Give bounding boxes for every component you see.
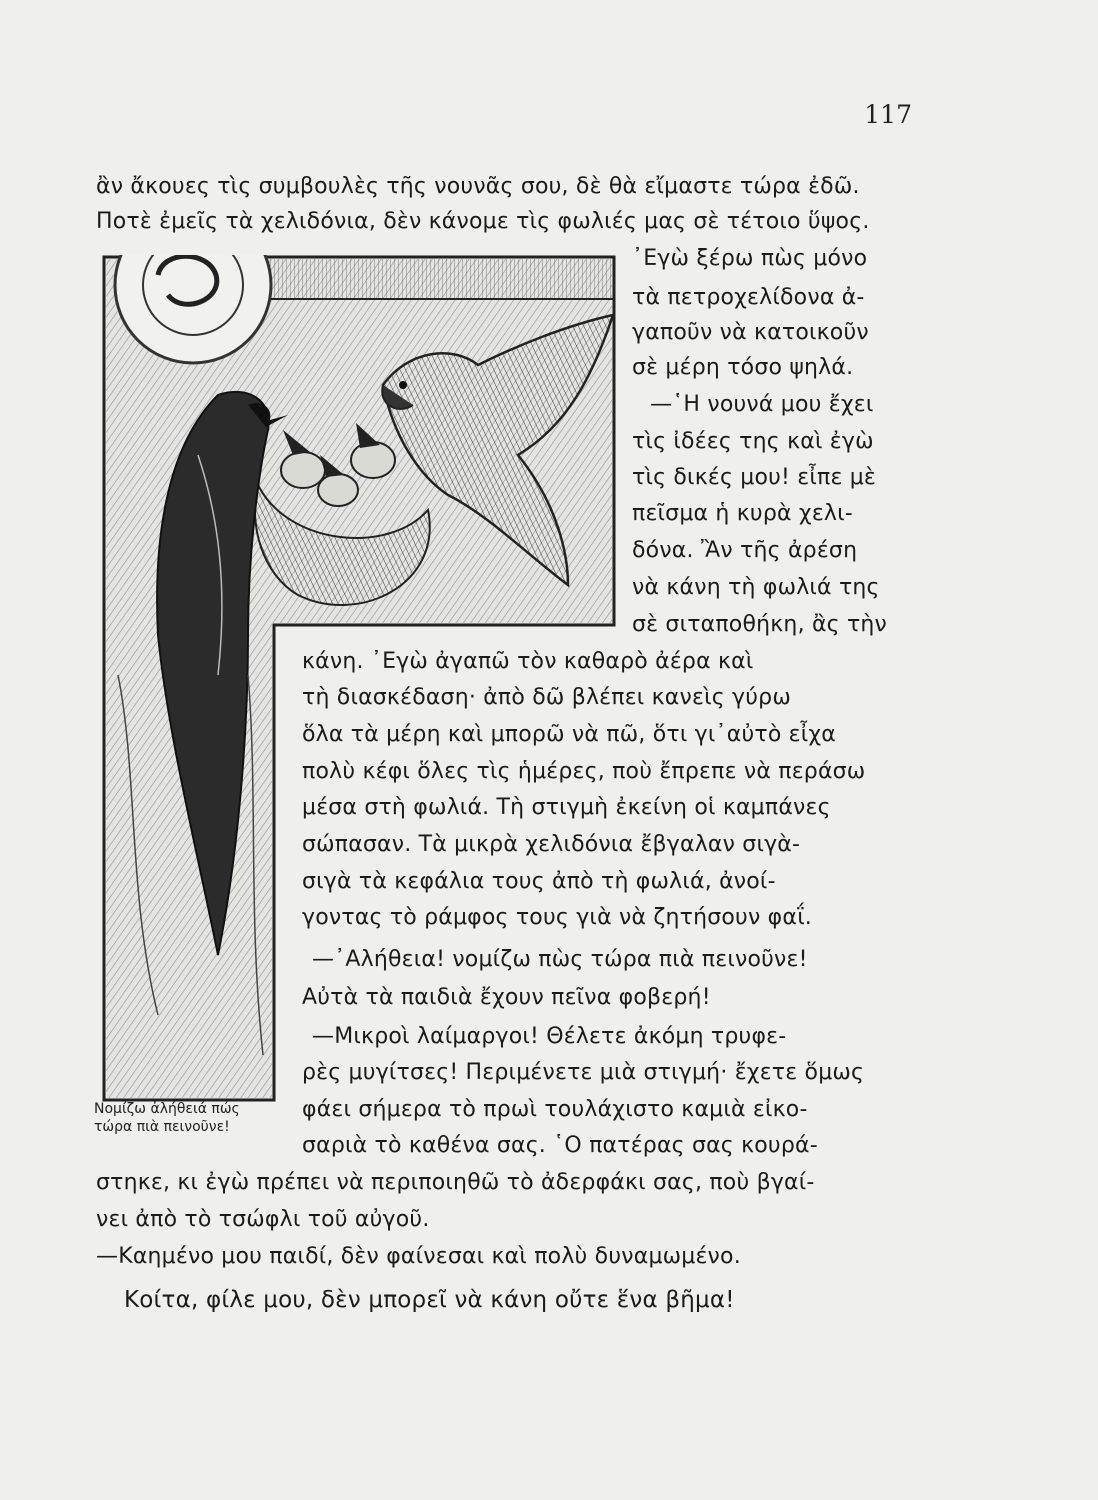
text-line: γοντας τὸ ράμφος τους γιὰ νὰ ζητήσουν φαΐ. [302, 905, 812, 930]
text-line: ᾿Εγὼ ξέρω πὼς μόνο [632, 246, 868, 271]
text-line: φάει σήμερα τὸ πρωὶ τουλάχιστο καμιὰ εἰκο- [302, 1097, 808, 1122]
text-line: πεῖσμα ἡ κυρὰ χελι- [632, 501, 853, 526]
page-number: 117 [864, 100, 912, 129]
text-line: ρὲς μυγίτσες! Περιμένετε μιὰ στιγμή· ἔχετε ὅμως [302, 1060, 865, 1085]
text-line: σώπασαν. Τὰ μικρὰ χελιδόνια ἔβγαλαν σιγὰ- [302, 832, 801, 857]
text-line: σὲ σιταποθήκη, ἂς τὴν [632, 612, 888, 637]
text-line: σὲ μέρη τόσο ψηλά. [632, 355, 854, 380]
caption-line: τώρα πιὰ πεινοῦνε! [94, 1119, 230, 1135]
text-line: νει ἀπὸ τὸ τσώφλι τοῦ αὐγοῦ. [96, 1207, 430, 1232]
text-line: ὅλα τὰ μέρη καὶ μπορῶ νὰ πῶ, ὅτι γι᾿αὐτὸ εἶχα [302, 722, 837, 747]
text-line: στηκε, κι ἐγὼ πρέπει νὰ περιποιηθῶ τὸ ἀδερφάκι σας, ποὺ βγαί- [96, 1170, 815, 1195]
text-line: —Καημένο μου παιδί, δὲν φαίνεσαι καὶ πολὺ δυναμωμένο. [96, 1244, 741, 1269]
text-line: ἂν ἄκουες τὶς συμβουλὲς τῆς νουνᾶς σου, δὲ θὰ εἴμαστε τώρα ἐδῶ. [96, 174, 860, 199]
illustration-caption [94, 1100, 294, 1136]
text-line: δόνα. Ἂν τῆς ἀρέση [632, 538, 858, 563]
text-line: Ποτὲ ἐμεῖς τὰ χελιδόνια, δὲν κάνομε τὶς φωλιές μας σὲ τέτοιο ὕψος. [96, 209, 870, 234]
caption-line: Νομίζω ἀλήθειά πώς [94, 1101, 240, 1117]
text-line: κάνη. ᾿Εγὼ ἀγαπῶ τὸν καθαρὸ ἀέρα καὶ [302, 649, 754, 674]
text-line: —᾿Αλήθεια! νομίζω πὼς τώρα πιὰ πεινοῦνε! [312, 947, 808, 972]
text-line: πολὺ κέφι ὅλες τὶς ἡμέρες, ποὺ ἔπρεπε νὰ περάσω [302, 759, 866, 784]
text-line: σαριὰ τὸ καθένα σας. ῾Ο πατέρας σας κουρά- [302, 1133, 818, 1158]
text-line: —῾Η νουνά μου ἔχει [650, 392, 874, 417]
text-line: τὶς δικές μου! εἶπε μὲ [632, 465, 877, 490]
text-line: Κοίτα, φίλε μου, δὲν μπορεῖ νὰ κάνη οὔτε ἕνα βῆμα! [124, 1287, 735, 1313]
text-line: γαποῦν νὰ κατοικοῦν [632, 320, 869, 345]
text-line: —Μικροὶ λαίμαργοι! Θέλετε ἀκόμη τρυφε- [312, 1024, 787, 1049]
text-line: τὰ πετροχελίδονα ἀ- [632, 285, 865, 310]
text-line: σιγὰ τὰ κεφάλια τους ἀπὸ τὴ φωλιά, ἀνοί- [302, 869, 776, 894]
text-line: μέσα στὴ φωλιά. Τὴ στιγμὴ ἐκείνη οἱ καμπάνες [302, 795, 831, 820]
text-line: Αὐτὰ τὰ παιδιὰ ἔχουν πεῖνα φοβερή! [302, 985, 711, 1010]
text-line: τὴ διασκέδαση· ἀπὸ δῶ βλέπει κανεὶς γύρω [302, 685, 791, 710]
text-line: νὰ κάνη τὴ φωλιά της [632, 575, 880, 600]
text-line: τὶς ἰδέες της καὶ ἐγὼ [632, 429, 874, 454]
